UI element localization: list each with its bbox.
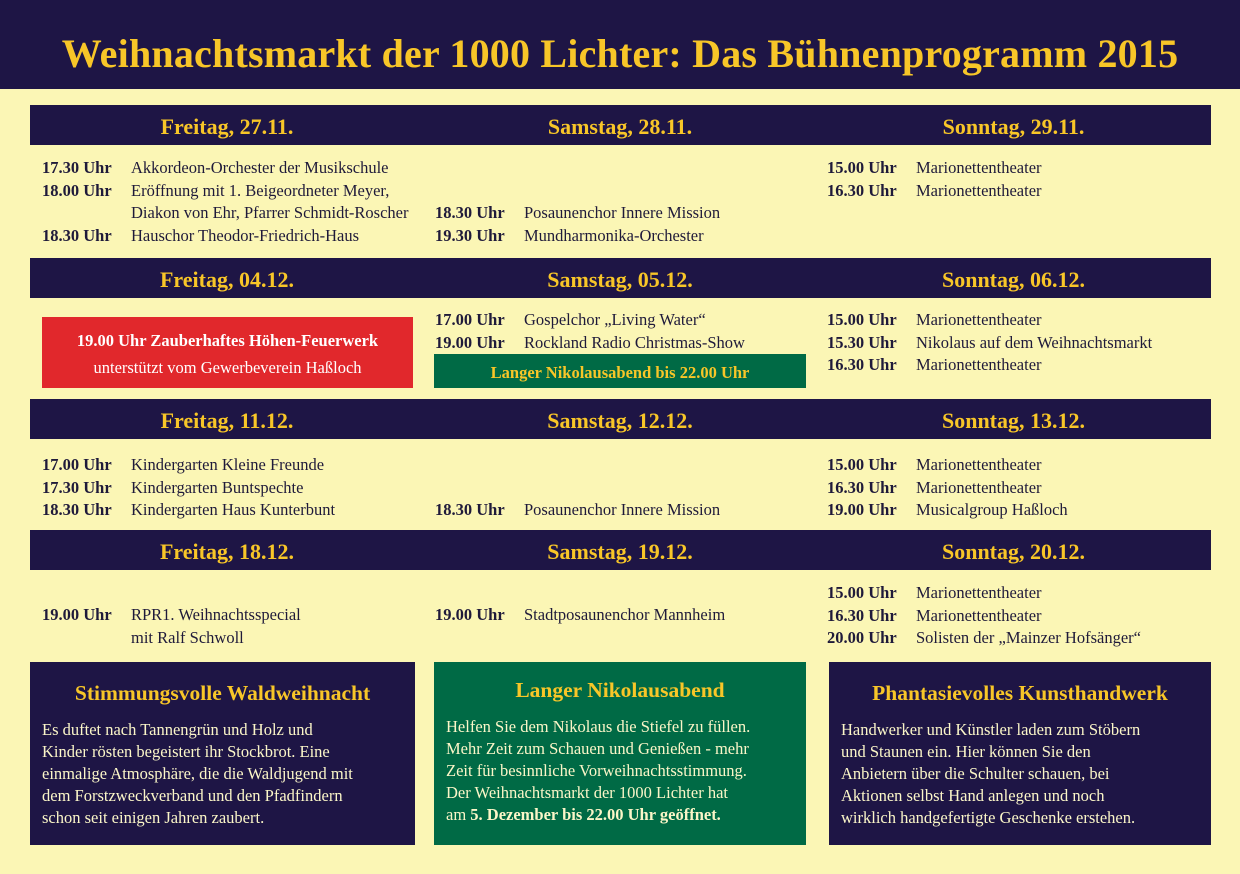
event-line [827,332,1152,355]
day-schedule [827,157,1042,202]
info-text-line: dem Forstzweckverband und den Pfadfindern [42,786,343,805]
event-time: 17.30 Uhr [42,477,112,497]
title-bar [0,0,1240,89]
event-time: 16.30 Uhr [827,355,897,374]
day-header-bar [30,105,1211,145]
event-time: 15.00 Uhr [827,583,897,602]
day-label: Samstag, 12.12. [547,408,693,433]
day-schedule [42,454,335,522]
event-time: 19.30 Uhr [435,225,505,245]
info-box-heading: Phantasievolles Kunsthandwerk [872,681,1168,705]
event-time: 15.00 Uhr [827,455,897,474]
event-title: Gospelchor „Living Water“ [524,310,706,329]
fireworks-title: 19.00 Uhr Zauberhaftes Höhen-Feuerwerk [76,331,379,350]
info-text-line: Handwerker und Künstler laden zum Stöbern [841,720,1141,739]
event-line [827,477,1068,500]
info-box-heading: Stimmungsvolle Waldweihnacht [74,681,371,705]
info-box-text [841,719,1199,829]
day-schedule [827,582,1141,650]
fireworks-sponsor: unterstützt vom Gewerbeverein Haßloch [93,358,362,377]
day-label: Freitag, 04.12. [159,267,294,292]
event-line [827,499,1068,522]
event-title: Posaunenchor Innere Mission [524,203,721,222]
event-title: Akkordeon-Orchester der Musikschule [131,158,389,177]
day-schedule [435,202,720,247]
event-line [42,202,408,225]
day-schedule [827,309,1152,377]
day-label: Sonntag, 20.12. [941,539,1086,564]
event-line [827,309,1152,332]
day-label: Freitag, 18.12. [159,539,294,564]
day-schedule [42,604,301,649]
event-title: Eröffnung mit 1. Beigeordneter Meyer, [131,180,390,200]
event-title: Stadtposaunenchor Mannheim [524,605,726,624]
event-time: 18.30 Uhr [435,500,505,519]
event-line [42,225,408,248]
info-text-line: einmalige Atmosphäre, die die Waldjugend mit [42,764,353,783]
day-label: Freitag, 11.12. [160,408,294,433]
event-title: Marionettentheater [916,355,1042,374]
info-box-waldweihnacht [30,662,415,845]
event-time: 19.00 Uhr [435,605,505,624]
event-title: Marionettentheater [916,455,1042,474]
day-header-bar [30,530,1211,570]
event-time: 16.30 Uhr [827,477,897,497]
day-label: Samstag, 05.12. [547,267,693,292]
event-title: Solisten der „Mainzer Hofsänger“ [916,628,1141,647]
event-time: 17.30 Uhr [42,158,112,177]
event-title: Marionettentheater [916,158,1042,177]
event-line [827,605,1141,628]
event-line [827,627,1141,650]
event-time: 16.30 Uhr [827,605,897,625]
event-title: Marionettentheater [916,180,1042,200]
event-title: Posaunenchor Innere Mission [524,500,721,519]
info-text-emphasis: 5. Dezember bis 22.00 Uhr geöffnet. [470,805,721,824]
event-line [435,225,720,248]
info-text-line: Anbietern über die Schulter schauen, bei [841,764,1110,783]
event-line [827,157,1042,180]
event-time: 16.30 Uhr [827,180,897,200]
day-schedule [435,604,725,627]
day-label: Freitag, 27.11. [160,114,294,139]
event-time: 18.30 Uhr [42,225,112,245]
day-label: Samstag, 28.11. [547,114,693,139]
info-text-line: schon seit einigen Jahren zaubert. [42,808,265,827]
info-text-line: Helfen Sie dem Nikolaus die Stiefel zu füllen. [446,717,751,736]
event-time: 19.00 Uhr [827,500,897,519]
event-time: 17.00 Uhr [42,455,112,474]
info-box-text [42,719,403,829]
day-schedule [435,499,720,522]
event-title: Musicalgroup Haßloch [916,500,1068,519]
event-title: Nikolaus auf dem Weihnachtsmarkt [916,332,1153,352]
event-line [435,202,720,225]
info-text-line: Der Weihnachtsmarkt der 1000 Lichter hat [446,783,728,802]
info-text-line: und Staunen ein. Hier können Sie den [841,742,1091,761]
event-time: 15.00 Uhr [827,310,897,329]
day-label: Sonntag, 29.11. [942,114,1085,139]
event-line [42,499,335,522]
nikolaus-banner: Langer Nikolausabend bis 22.00 Uhr [434,354,806,388]
day-label: Samstag, 19.12. [547,539,693,564]
event-title: Rockland Radio Christmas-Show [524,332,745,352]
event-time: 18.30 Uhr [435,203,505,222]
event-line [42,180,408,203]
day-header-bar [30,258,1211,298]
event-line [42,454,335,477]
info-text-line: Kinder rösten begeistert ihr Stockbrot. Eine [42,742,330,761]
event-line [827,582,1141,605]
event-line [435,499,720,522]
page-title: Weihnachtsmarkt der 1000 Lichter: Das Bühnenprogramm 2015 [61,31,1179,76]
day-label: Sonntag, 13.12. [941,408,1086,433]
event-line [42,477,335,500]
info-text-prefix: am [446,805,471,824]
day-schedule [827,454,1068,522]
info-text-line: Mehr Zeit zum Schauen und Genießen - mehr [446,739,749,758]
event-title: Hauschor Theodor-Friedrich-Haus [131,225,360,245]
info-box-heading: Langer Nikolausabend [515,678,725,702]
event-line [435,604,725,627]
event-line [435,309,745,332]
day-label: Sonntag, 06.12. [941,267,1086,292]
event-title: Kindergarten Buntspechte [131,477,304,497]
info-box-nikolausabend [434,662,806,845]
event-line [435,332,745,355]
event-time: 17.00 Uhr [435,310,505,329]
event-title: RPR1. Weihnachtsspecial [131,605,301,624]
event-title: Mundharmonika-Orchester [524,225,704,245]
event-title: Marionettentheater [916,310,1042,329]
event-time: 18.30 Uhr [42,500,112,519]
event-time: 20.00 Uhr [827,628,897,647]
day-schedule [42,157,408,247]
info-box-text [446,716,794,826]
info-text-line: Aktionen selbst Hand anlegen und noch [841,786,1105,805]
info-box-kunsthandwerk [829,662,1211,845]
event-title: Diakon von Ehr, Pfarrer Schmidt-Roscher [131,203,409,222]
event-line [827,454,1068,477]
day-schedule [435,309,745,354]
event-title: Kindergarten Kleine Freunde [131,455,325,474]
event-time: 15.30 Uhr [827,332,897,352]
event-line [827,180,1042,203]
event-time: 18.00 Uhr [42,180,112,200]
info-text-line: Es duftet nach Tannengrün und Holz und [42,720,313,739]
event-title: Marionettentheater [916,605,1042,625]
event-line [42,157,408,180]
info-text-line: wirklich handgefertigte Geschenke erstehen. [841,808,1136,827]
event-title: Kindergarten Haus Kunterbunt [131,500,336,519]
event-time: 19.00 Uhr [435,332,505,352]
event-title: Marionettentheater [916,583,1042,602]
event-title: mit Ralf Schwoll [131,627,244,647]
day-header-bar [30,399,1211,439]
event-time: 19.00 Uhr [42,605,112,624]
event-line [42,627,301,650]
event-time: 15.00 Uhr [827,158,897,177]
event-line [827,354,1152,377]
event-title: Marionettentheater [916,477,1042,497]
event-line [42,604,301,627]
fireworks-highlight [42,317,413,388]
info-text-line: Zeit für besinnliche Vorweihnachtsstimmung. [446,761,747,780]
